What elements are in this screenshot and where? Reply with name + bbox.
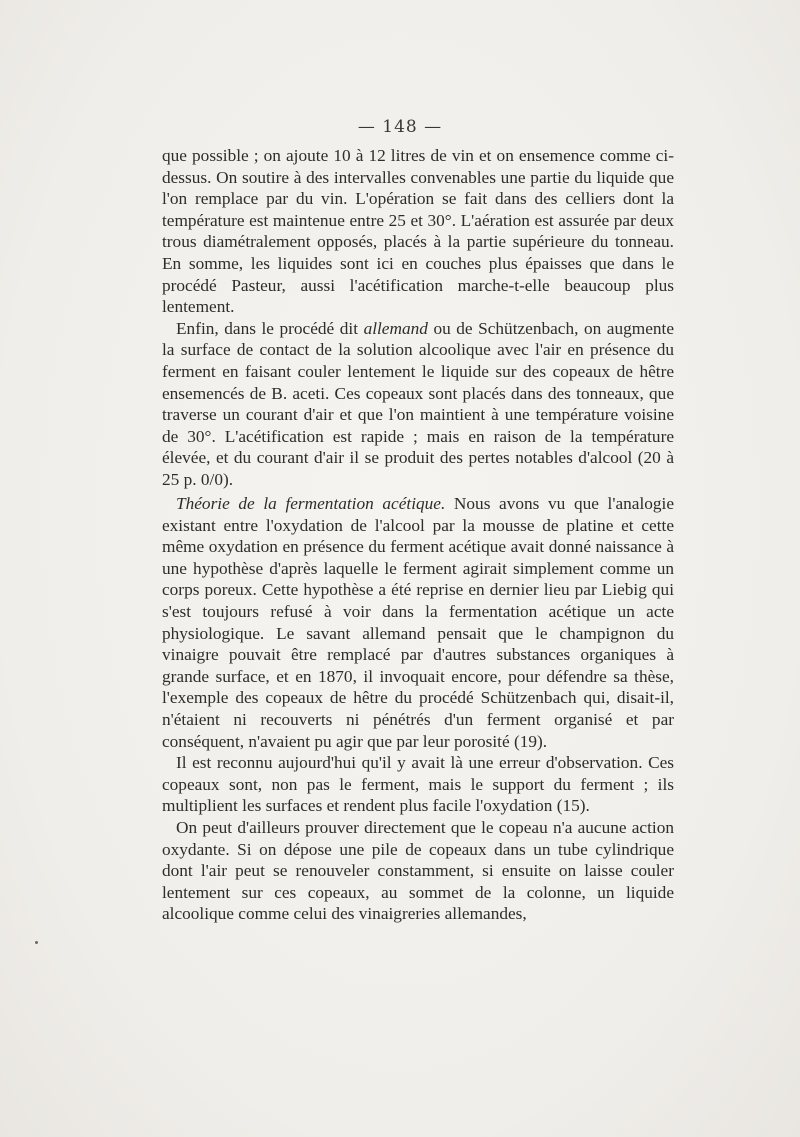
text-block-bottom <box>162 493 674 925</box>
paper-speck <box>35 941 38 944</box>
paragraph-3-body: Nous avons vu que l'analogie existant entre l'oxydation de l'alcool par la mousse de platine et cette même oxydation en présence du ferment acétique avait donné naissance à une hypothèse d'après laquelle le ferment agirait simplement comme un corps poreux. Cette hypothèse a été reprise en dernier lieu par Liebig qui s'est toujours refusé à voir dans la fermentation acétique un acte physiologique. Le savant allemand pensait que le champignon du vinaigre pouvait être remplacé par d'autres substances organiques à grande surface, et en 1870, il invoquait encore, pour défendre sa thèse, l'exemple des copeaux de hêtre du procédé Schützenbach qui, disait-il, n'étaient ni recouverts ni pénétrés d'un ferment organisé et par conséquent, n'avaient pu agir que par leur porosité (19). <box>162 494 675 751</box>
paragraph-1: que possible ; on ajoute 10 à 12 litres de vin et on ensemence comme ci-dessus. On soutire à des intervalles convenables une partie du liquide que l'on remplace par du vin. L'opération se fait dans des celliers dont la température est maintenue entre 25 et 30°. L'aération est assurée par deux trous diamétralement opposés, placés à la partie supérieure du tonneau. En somme, les liquides sont ici en couches plus épaisses que dans le procédé Pasteur, aussi l'acétification marche-t-elle beaucoup plus lentement. <box>162 146 674 317</box>
paragraph-4: Il est reconnu aujourd'hui qu'il y avait là une erreur d'observation. Ces copeaux sont, non pas le ferment, mais le support du ferment ; ils multiplient les surfaces et rendent plus facile l'oxydation (15). <box>162 753 674 816</box>
section-heading-italic: Théorie de la fermentation acétique. <box>176 494 446 513</box>
paragraph-2-post: ou de Schützenbach, on augmente la surface de contact de la solution alcoolique avec l'air en présence du ferment en faisant couler lentement le liquide sur des copeaux de hêtre ensemencés de B. aceti. Ces copeaux sont placés dans des tonneaux, que traverse un courant d'air et que l'on maintient à une température voisine de 30°. L'acétification est rapide ; mais en raison de la température élevée, et du courant d'air il se produit des pertes notables d'alcool (20 à 25 p. 0/0). <box>162 318 674 489</box>
page-number: — 148 — <box>357 117 443 137</box>
text-block-top <box>162 145 674 491</box>
paragraph-2-pre: Enfin, dans le procédé dit <box>176 318 364 338</box>
paragraph-3 <box>162 493 674 752</box>
italic-term-allemand: allemand <box>363 318 428 338</box>
paragraph-5: On peut d'ailleurs prouver directement que le copeau n'a aucune action oxydante. Si on dépose une pile de copeaux dans un tube cylindrique dont l'air peut se renouveler constamment, si ensuite on laisse couler lentement sur ces copeaux, au sommet de la colonne, un liquide alcoolique comme celui des vinaigreries allemandes, <box>162 817 674 924</box>
paragraph-2 <box>162 318 674 491</box>
